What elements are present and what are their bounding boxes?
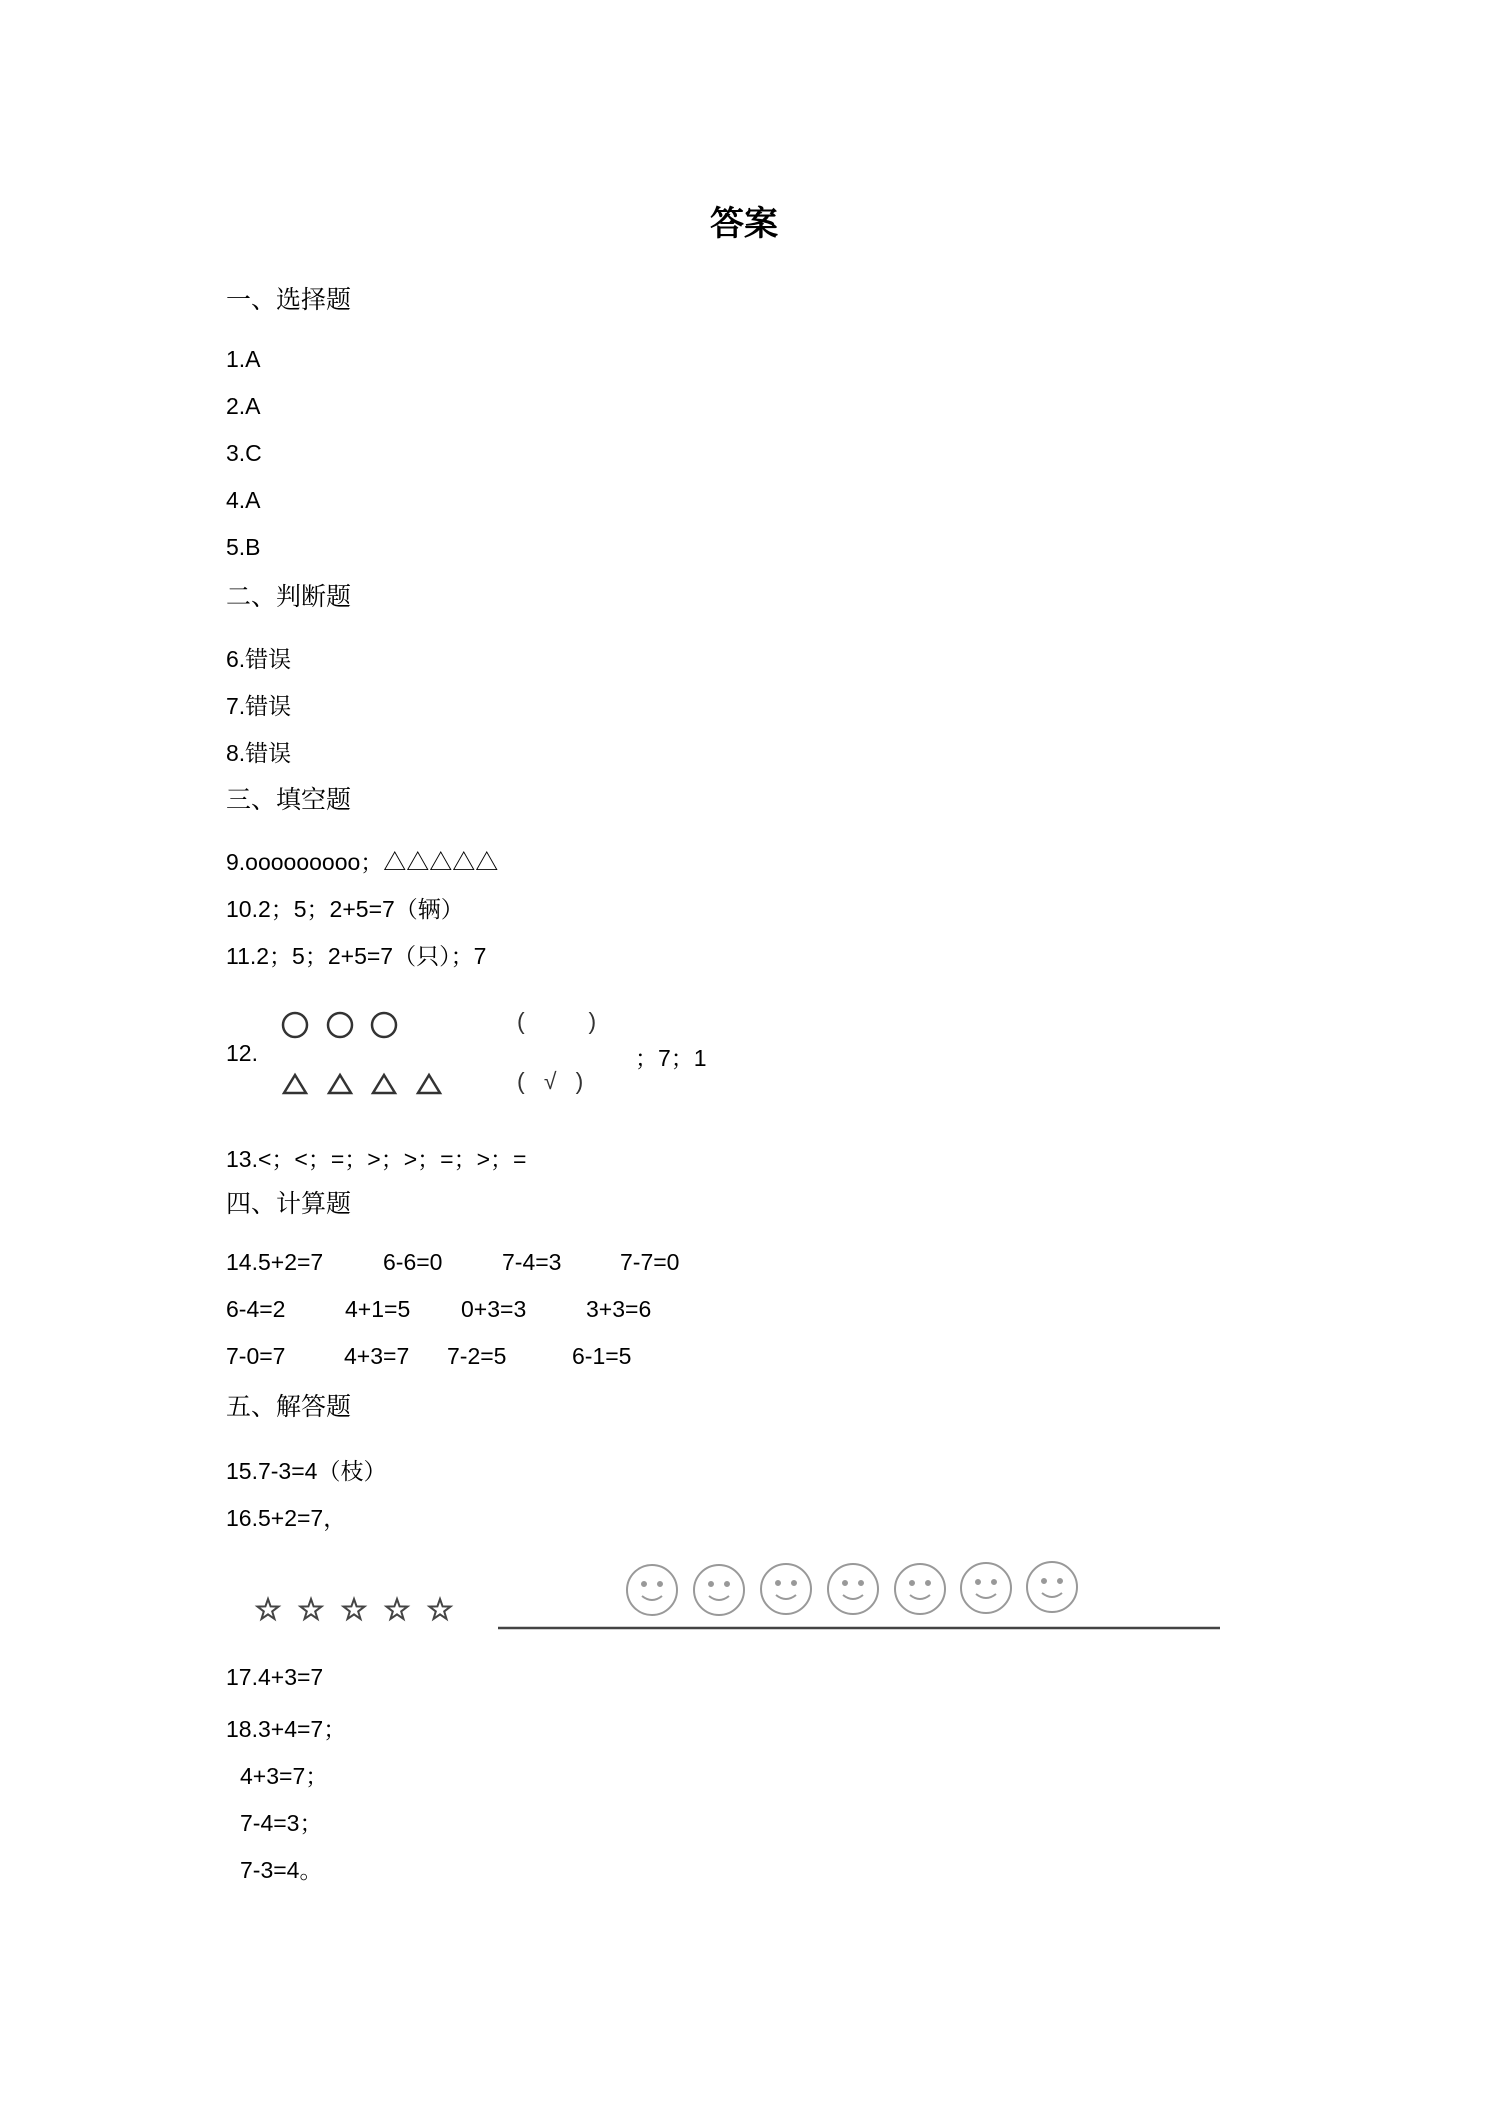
section-solve: 五、解答题	[226, 1392, 352, 1421]
calc-r3-c2: 4+3=7	[344, 1343, 410, 1369]
calc-r2-c4: 3+3=6	[586, 1296, 652, 1322]
star-shape-2	[301, 1599, 322, 1619]
smiley-face-3	[761, 1564, 811, 1614]
solve-answer-15: 15.7-3=4（枝）	[226, 1458, 387, 1484]
choice-answer-1: 1.A	[226, 346, 261, 372]
choice-answer-3: 3.C	[226, 440, 262, 466]
choice-answer-2: 2.A	[226, 393, 261, 419]
calc-r1-c4: 7-7=0	[620, 1249, 680, 1275]
calc-r2-c2: 4+1=5	[345, 1296, 411, 1322]
solve-answer-18-line4: 7-3=4。	[240, 1857, 323, 1883]
smiley-face-2	[694, 1565, 744, 1615]
smiley-face-7	[1027, 1562, 1077, 1612]
circle-shape-1	[283, 1013, 307, 1037]
calc-r3-c1: 7-0=7	[226, 1343, 286, 1369]
smiley-face-5	[895, 1564, 945, 1614]
choice-answer-5: 5.B	[226, 534, 261, 560]
fill-answer-12-suffix: ；7；1	[635, 1045, 707, 1071]
solve-answer-16: 16.5+2=7，	[226, 1505, 347, 1531]
star-shape-5	[430, 1599, 451, 1619]
calc-r1-c3: 7-4=3	[502, 1249, 562, 1275]
star-shape-4	[387, 1599, 408, 1619]
fill-answer-12-number: 12.	[226, 1040, 258, 1066]
section-choice: 一、选择题	[226, 285, 352, 314]
calc-r3-c3: 7-2=5	[447, 1343, 507, 1369]
smiley-face-1	[627, 1565, 677, 1615]
fill-answer-9: 9.ooooooooo；△△△△△	[226, 849, 499, 875]
smiley-face-4	[828, 1564, 878, 1614]
section-fill: 三、填空题	[226, 785, 352, 814]
q12-paren-top: ( )	[517, 1008, 597, 1034]
star-shape-3	[344, 1599, 365, 1619]
solve-answer-18-line3: 7-4=3；	[240, 1810, 323, 1836]
smiley-face-6	[961, 1563, 1011, 1613]
judge-answer-7: 7.错误	[226, 693, 292, 719]
triangle-shape-2	[329, 1075, 351, 1093]
calc-r2-c3: 0+3=3	[461, 1296, 527, 1322]
fill-answer-13: 13.<；<；=；>；>；=；>；=	[226, 1146, 527, 1172]
triangle-shape-4	[418, 1075, 440, 1093]
calc-r1-c1: 14.5+2=7	[226, 1249, 324, 1275]
judge-answer-6: 6.错误	[226, 646, 292, 672]
calc-r1-c2: 6-6=0	[383, 1249, 443, 1275]
page-title: 答案	[710, 204, 778, 244]
q16-stars-smileys-figure	[240, 1548, 1240, 1640]
star-shape-1	[258, 1599, 279, 1619]
section-judge: 二、判断题	[226, 582, 352, 611]
calc-r3-c4: 6-1=5	[572, 1343, 632, 1369]
choice-answer-4: 4.A	[226, 487, 261, 513]
circle-shape-2	[328, 1013, 352, 1037]
solve-answer-18-line2: 4+3=7；	[240, 1763, 329, 1789]
circle-shape-3	[372, 1013, 396, 1037]
fill-answer-11: 11.2；5；2+5=7（只）；7	[226, 943, 487, 969]
solve-answer-17: 17.4+3=7	[226, 1664, 324, 1690]
calc-r2-c1: 6-4=2	[226, 1296, 286, 1322]
triangle-shape-3	[373, 1075, 395, 1093]
section-calc: 四、计算题	[226, 1189, 352, 1218]
fill-answer-10: 10.2；5；2+5=7（辆）	[226, 896, 464, 922]
triangle-shape-1	[284, 1075, 306, 1093]
judge-answer-8: 8.错误	[226, 740, 292, 766]
q12-paren-bottom: ( √ )	[517, 1068, 584, 1094]
solve-answer-18-line1: 18.3+4=7；	[226, 1716, 347, 1742]
